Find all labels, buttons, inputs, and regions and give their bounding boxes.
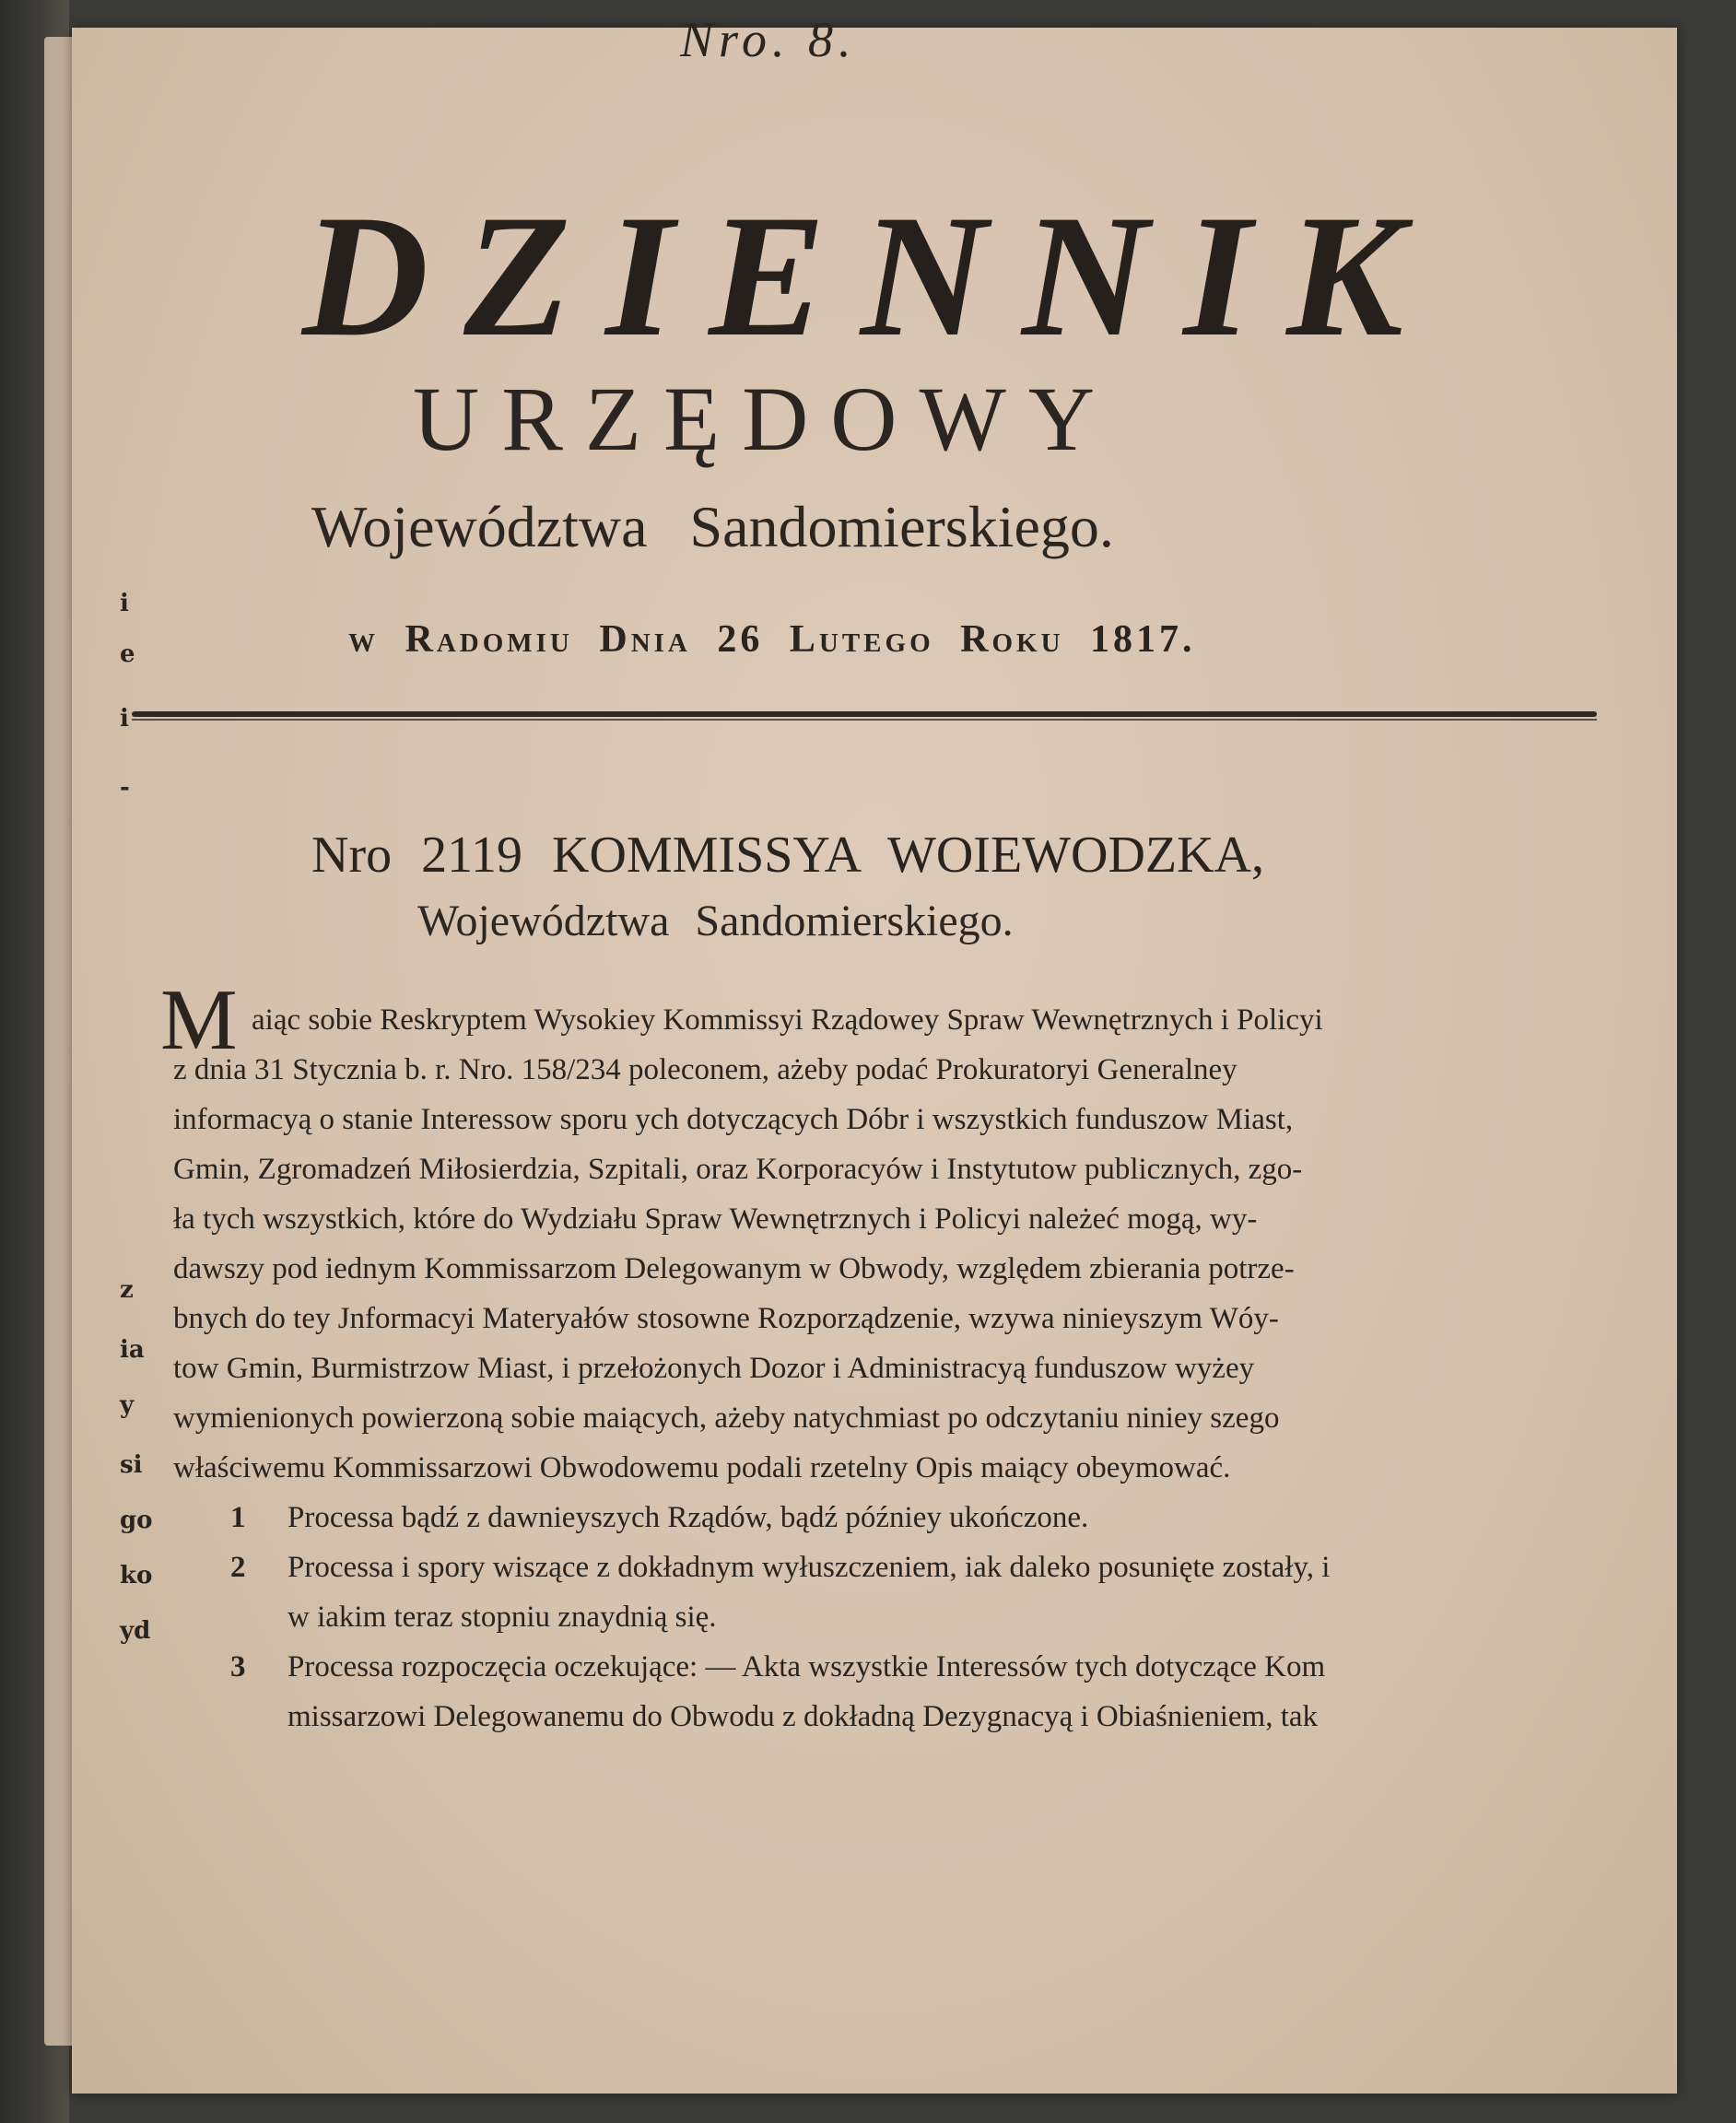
margin-fragment: ia bbox=[120, 1336, 145, 1364]
list-number: 3 bbox=[230, 1650, 246, 1683]
body-text bbox=[90, 995, 1592, 1742]
margin-fragment: i bbox=[120, 590, 129, 617]
section-subheading: Województwa Sandomierskiego. bbox=[417, 897, 1014, 945]
body-line: aiąc sobie Reskryptem Wysokiey Kommissyi Rządowey Spraw Wewnętrznych i Policyi bbox=[252, 1003, 1323, 1037]
body-line: bnych do tey Jnformacyi Materyałów stosowne Rozporządzenie, wzywa ninieyszym Wóy- bbox=[173, 1302, 1279, 1335]
body-line: dawszy pod iednym Kommissarzom Delegowanym w Obwody, względem zbierania potrze- bbox=[173, 1252, 1295, 1285]
body-line: tow Gmin, Burmistrzow Miast, i przełożonych Dozor i Administracyą funduszow wyżey bbox=[173, 1352, 1255, 1385]
margin-fragment: si bbox=[120, 1451, 143, 1479]
masthead-subtitle: URZĘDOWY bbox=[413, 368, 1118, 470]
masthead-region: Województwa Sandomierskiego. bbox=[311, 494, 1114, 559]
list-item bbox=[90, 1542, 1592, 1592]
margin-fragment: go bbox=[120, 1507, 153, 1534]
header-divider-thin bbox=[132, 719, 1597, 721]
list-item bbox=[90, 1493, 1592, 1542]
margin-fragment: i bbox=[120, 705, 129, 733]
header-divider bbox=[132, 711, 1597, 717]
margin-fragment: z bbox=[120, 1276, 134, 1304]
list-text: Processa bądź z dawnieyszych Rządów, bądź późniey ukończone. bbox=[287, 1501, 1089, 1534]
list-continuation: missarzowi Delegowanemu do Obwodu z dokładną Dezygnacyą i Obiaśnieniem, tak bbox=[287, 1700, 1319, 1733]
body-line: Gmin, Zgromadzeń Miłosierdzia, Szpitali, oraz Korporacyów i Instytutow publicznych, zgo- bbox=[173, 1153, 1303, 1186]
masthead-title: DZIENNIK bbox=[302, 180, 1439, 373]
body-line: ła tych wszystkich, które do Wydziału Spraw Wewnętrznych i Policyi należeć mogą, wy- bbox=[173, 1202, 1258, 1236]
list-continuation: w iakim teraz stopniu znaydnią się. bbox=[287, 1601, 717, 1634]
list-number: 1 bbox=[230, 1501, 246, 1534]
body-line: właściwemu Kommissarzowi Obwodowemu podali rzetelny Opis maiący obeymować. bbox=[173, 1451, 1231, 1484]
list-text: Processa rozpoczęcia oczekujące: — Akta wszystkie Interessów tych dotyczące Kom bbox=[287, 1650, 1326, 1683]
margin-fragment: yd bbox=[120, 1617, 151, 1645]
body-line: informacyą o stanie Interessow sporu ych dotyczących Dóbr i wszystkich funduszow Miast, bbox=[173, 1103, 1294, 1136]
list-text: Processa i spory wiszące z dokładnym wyłuszczeniem, iak daleko posunięte zostały, i bbox=[287, 1551, 1331, 1584]
document-page bbox=[72, 12, 1677, 2094]
margin-fragment: e bbox=[120, 640, 135, 668]
margin-fragment: - bbox=[120, 774, 130, 802]
issue-number: Nro. 8. bbox=[680, 12, 857, 67]
list-item bbox=[90, 1642, 1592, 1692]
dateline: w Radomiu Dnia 26 Lutego Roku 1817. bbox=[348, 618, 1196, 661]
list-number: 2 bbox=[230, 1551, 246, 1584]
body-line: z dnia 31 Stycznia b. r. Nro. 158/234 poleconem, ażeby podać Prokuratoryi Generalney bbox=[173, 1053, 1237, 1086]
margin-fragment: y bbox=[120, 1391, 135, 1419]
section-heading: Nro 2119 KOMMISSYA WOIEWODZKA, bbox=[311, 827, 1264, 884]
drop-cap: M bbox=[160, 972, 238, 1068]
body-line: wymienionych powierzoną sobie maiących, ażeby natychmiast po odczytaniu niniey szego bbox=[173, 1402, 1280, 1435]
margin-fragment: ko bbox=[120, 1562, 153, 1589]
